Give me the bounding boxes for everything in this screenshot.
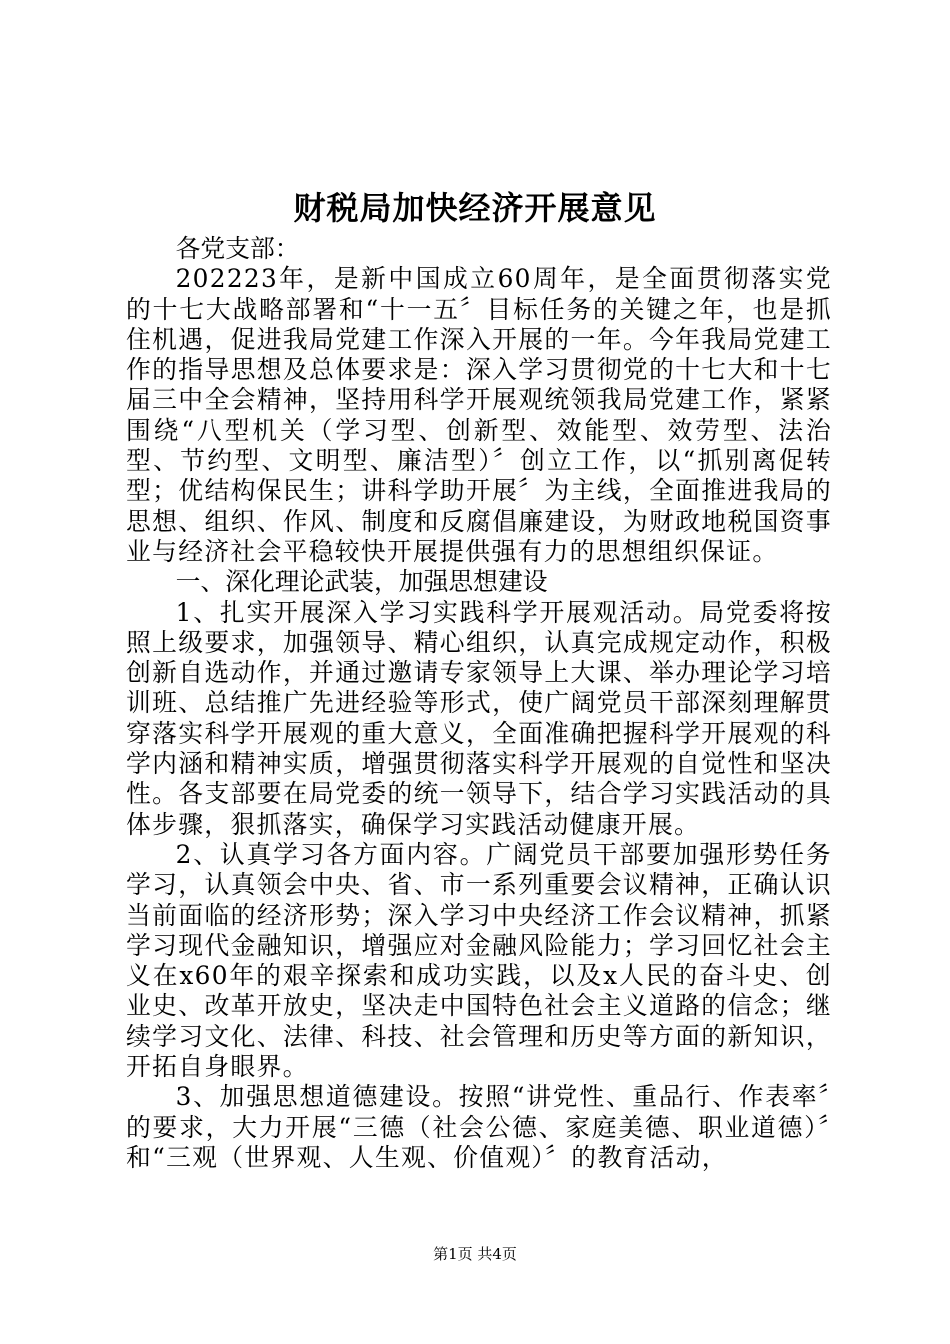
- intro-paragraph: 202223年，是新中国成立60周年，是全面贯彻落实党的十七大战略部署和“十一五〞目标任务的关键之年，也是抓住机遇，促进我局党建工作深入开展的一年。今年我局党建工作的指导思想及总体要求是：深入学习贯彻党的十七大和十七届三中全会精神，坚持用科学开展观统领我局党建工作，紧紧围绕“八型机关（学习型、创新型、效能型、效劳型、法治型、节约型、文明型、廉洁型）〞创立工作，以“抓别离促转型；优结构保民生；讲科学助开展〞为主线，全面推进我局的思想、组织、作风、制度和反腐倡廉建设，为财政地税国资事业与经济社会平稳较快开展提供强有力的思想组织保证。: [126, 264, 832, 566]
- section-item-3: 3、加强思想道德建设。按照“讲党性、重品行、作表率〞的要求，大力开展“三德（社会公德、家庭美德、职业道德）〞和“三观（世界观、人生观、价值观）〞的教育活动，: [126, 1082, 832, 1172]
- document-body: [126, 234, 832, 1173]
- section-heading: 一、深化理论武装，加强思想建设: [175, 567, 548, 597]
- salutation: 各党支部：: [175, 234, 300, 263]
- page-title: 财税局加快经济开展意见: [293, 189, 657, 227]
- section-item-1: 1、扎实开展深入学习实践科学开展观活动。局党委将按照上级要求，加强领导、精心组织，认真完成规定动作，积极创新自选动作，并通过邀请专家领导上大课、举办理论学习培训班、总结推广先进经验等形式，使广阔党员干部深刻理解贯穿落实科学开展观的重大意义，全面准确把握科学开展观的科学内涵和精神实质，增强贯彻落实科学开展观的自觉性和坚决性。各支部要在局党委的统一领导下，结合学习实践活动的具体步骤，狠抓落实，确保学习实践活动健康开展。: [126, 597, 832, 839]
- section-item-2: 2、认真学习各方面内容。广阔党员干部要加强形势任务学习，认真领会中央、省、市一系列重要会议精神，正确认识当前面临的经济形势；深入学习中央经济工作会议精神，抓紧学习现代金融知识，增强应对金融风险能力；学习回忆社会主义在x60年的艰辛探索和成功实践，以及x人民的奋斗史、创业史、改革开放史，坚决走中国特色社会主义道路的信念；继续学习文化、法律、科技、社会管理和历史等方面的新知识，开拓自身眼界。: [126, 839, 832, 1082]
- page-footer: 第1页 共4页: [433, 1245, 517, 1263]
